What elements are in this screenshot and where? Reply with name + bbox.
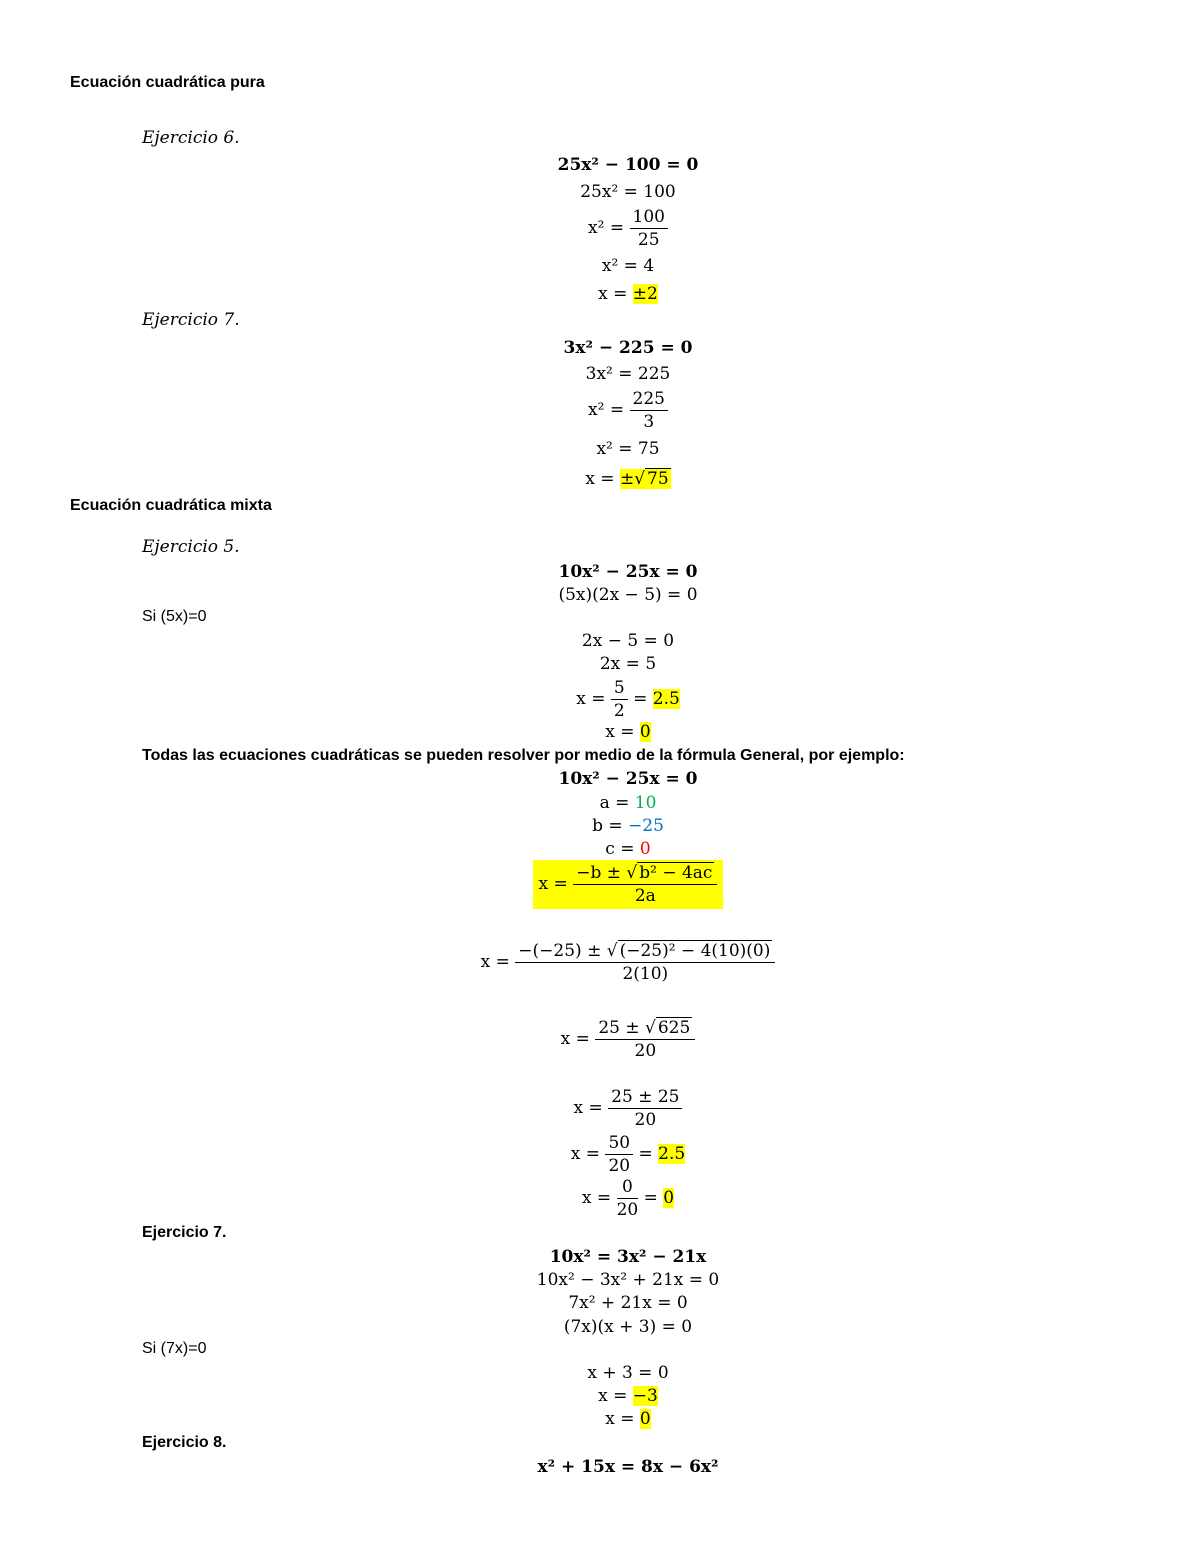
answer-equation	[0, 721, 1200, 743]
answer-equation	[0, 1385, 1200, 1407]
equation: x² + 15x = 8x − 6x²	[537, 1457, 719, 1477]
fraction	[630, 388, 668, 433]
equation-lhs: x =	[585, 469, 615, 489]
numerator	[573, 862, 717, 885]
answer-equation	[0, 468, 1200, 490]
equation: 7x² + 21x = 0	[568, 1293, 688, 1313]
numerator	[515, 940, 775, 963]
equals-sign: =	[638, 1144, 653, 1164]
equation: 3x² − 225 = 0	[563, 338, 693, 358]
equation-lhs: x =	[573, 1098, 603, 1118]
fraction-equation	[0, 677, 1200, 722]
equation: 3x² = 225	[585, 364, 671, 384]
equation-lhs: x =	[598, 1386, 628, 1406]
fraction	[630, 206, 668, 251]
coefficient-a	[0, 792, 1200, 814]
condition-text: Si (7x)=0	[142, 1340, 207, 1357]
highlighted-answer: 2.5	[652, 689, 680, 709]
equation-lhs: x² =	[588, 218, 625, 238]
equation-lhs: x =	[598, 284, 628, 304]
denominator: 20	[608, 1156, 631, 1176]
radicand: b² − 4ac	[639, 863, 713, 883]
coefficient-value: −25	[628, 816, 664, 836]
section-heading-pure: Ecuación cuadrática pura	[70, 74, 265, 91]
equation-lhs: x =	[560, 1029, 590, 1049]
exercise-label-8: Ejercicio 8.	[142, 1434, 227, 1451]
coefficient-c	[0, 838, 1200, 860]
highlighted-answer: 2.5	[658, 1144, 686, 1164]
denominator: 20	[634, 1110, 657, 1130]
equation-lhs: x =	[605, 1409, 635, 1429]
numerator: 5	[611, 677, 628, 700]
fraction	[617, 1176, 639, 1221]
radicand: 75	[647, 469, 669, 489]
fraction	[573, 862, 717, 907]
quadratic-formula	[0, 860, 1200, 909]
exercise-label-5: Ejercicio 5.	[142, 537, 240, 557]
denominator: 3	[643, 412, 655, 432]
equation: 10x² − 25x = 0	[558, 562, 698, 582]
highlighted-answer	[620, 469, 671, 489]
equation: x + 3 = 0	[587, 1363, 669, 1383]
equation-lhs: b =	[592, 816, 623, 836]
equation-lhs: a =	[599, 793, 630, 813]
answer-equation	[0, 283, 1200, 305]
numerator	[595, 1017, 695, 1040]
coefficient-value: 10	[634, 793, 657, 813]
highlighted-answer: ±2	[632, 284, 658, 304]
radicand: (−25)² − 4(10)(0)	[619, 941, 771, 961]
numerator-prefix: 25 ± √	[598, 1018, 656, 1038]
exercise-label-7: Ejercicio 7.	[142, 310, 240, 330]
denominator: 25	[637, 230, 660, 250]
highlighted-answer: 0	[639, 722, 651, 742]
highlighted-answer: −3	[632, 1386, 658, 1406]
equation-lhs: c =	[605, 839, 635, 859]
equals-sign: =	[633, 689, 648, 709]
numerator-prefix: −b ± √	[576, 863, 638, 883]
equation: 2x = 5	[599, 654, 657, 674]
numerator-prefix: −(−25) ± √	[518, 941, 618, 961]
fraction	[608, 1086, 682, 1131]
equation-lhs: x =	[480, 952, 510, 972]
denominator: 2	[613, 701, 625, 721]
fraction	[605, 1132, 633, 1177]
denominator: 20	[634, 1041, 657, 1061]
fraction-equation	[0, 388, 1200, 433]
answer-equation	[0, 1408, 1200, 1430]
exercise-label-6: Ejercicio 6.	[142, 128, 240, 148]
equation-lhs: x =	[605, 722, 635, 742]
equals-sign: =	[643, 1188, 658, 1208]
equation: (5x)(2x − 5) = 0	[558, 585, 698, 605]
equation: 25x² − 100 = 0	[557, 155, 699, 175]
equation-lhs: x² =	[588, 400, 625, 420]
highlighted-formula	[533, 860, 724, 909]
highlighted-answer: 0	[639, 1409, 651, 1429]
equation-lhs: x =	[538, 874, 568, 894]
denominator: 20	[616, 1200, 639, 1220]
equation-lhs: x =	[581, 1188, 612, 1208]
equation-lhs: x =	[570, 1144, 601, 1164]
general-formula-intro: Todas las ecuaciones cuadráticas se pueden resolver por medio de la fórmula General, por ejemplo:	[142, 747, 905, 764]
numerator: 100	[630, 206, 668, 229]
equation: 25x² = 100	[580, 182, 676, 202]
fraction-equation	[0, 1086, 1200, 1131]
equation: 10x² − 25x = 0	[558, 769, 698, 789]
condition-text: Si (5x)=0	[142, 608, 207, 625]
fraction-equation	[0, 1017, 1200, 1062]
numerator: 25 ± 25	[608, 1086, 682, 1109]
fraction	[515, 940, 775, 985]
numerator: 0	[617, 1176, 639, 1199]
fraction-equation	[0, 1176, 1200, 1221]
exercise-label-7b: Ejercicio 7.	[142, 1224, 227, 1241]
equation: 10x² − 3x² + 21x = 0	[536, 1270, 720, 1290]
equation: 2x − 5 = 0	[581, 631, 675, 651]
coefficient-value: 0	[639, 839, 651, 859]
numerator: 50	[605, 1132, 633, 1155]
equation-lhs: x =	[576, 689, 606, 709]
denominator: 2a	[634, 886, 656, 906]
equation: x² = 75	[596, 439, 660, 459]
coefficient-b	[0, 815, 1200, 837]
highlighted-answer: 0	[663, 1188, 675, 1208]
substituted-formula	[0, 940, 1200, 985]
equation: x² = 4	[601, 256, 655, 276]
radicand: 625	[657, 1018, 691, 1038]
numerator: 225	[630, 388, 668, 411]
denominator: 2(10)	[622, 964, 669, 984]
equation: 10x² = 3x² − 21x	[549, 1247, 707, 1267]
fraction-equation	[0, 206, 1200, 251]
plus-minus-sqrt: ±√	[619, 469, 646, 489]
fraction-equation	[0, 1132, 1200, 1177]
fraction	[595, 1017, 695, 1062]
fraction	[611, 677, 628, 722]
section-heading-mixed: Ecuación cuadrática mixta	[70, 497, 272, 514]
equation: (7x)(x + 3) = 0	[563, 1317, 693, 1337]
